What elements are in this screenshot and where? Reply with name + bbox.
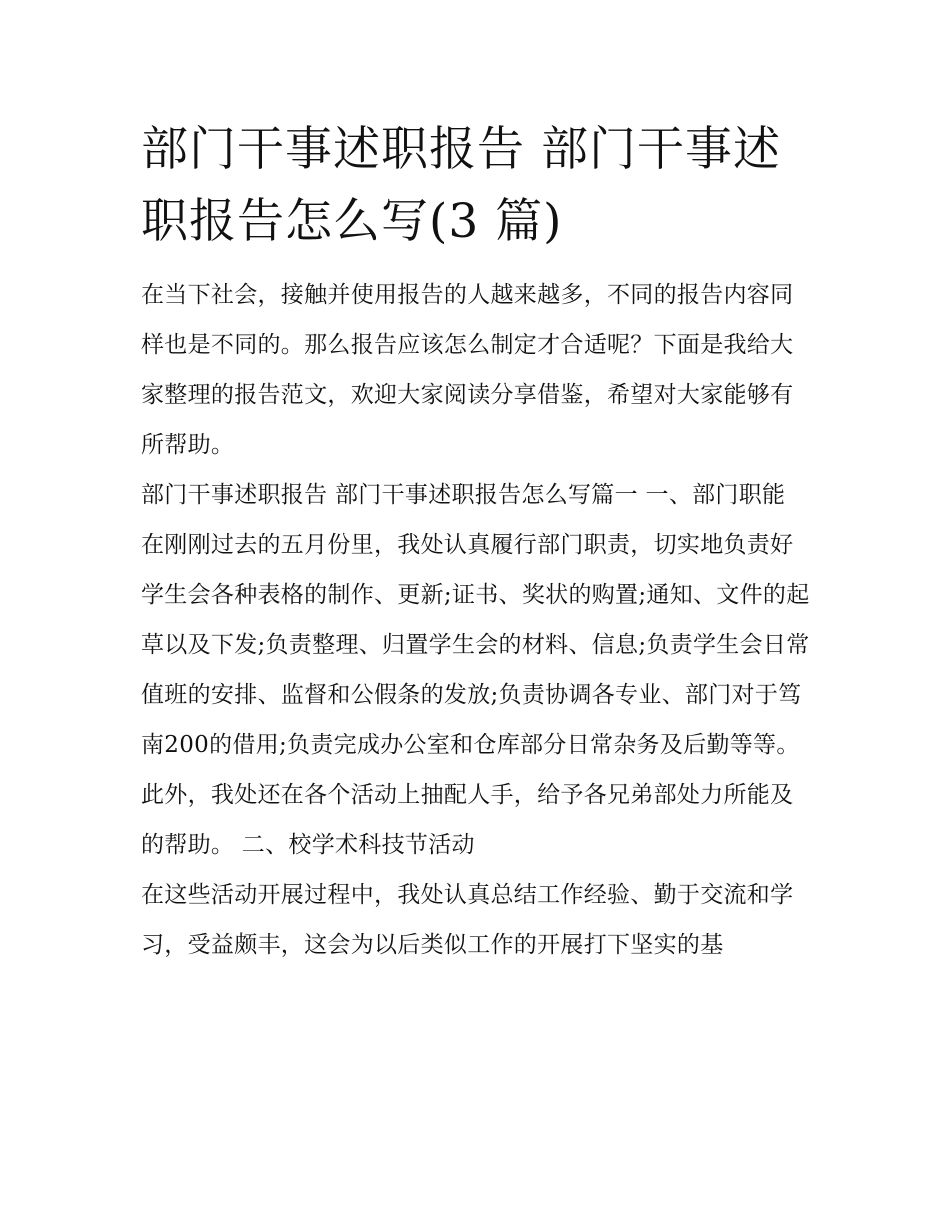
document-body xyxy=(141,114,813,970)
document-title: 部门干事述职报告 部门干事述职报告怎么写(3 篇) xyxy=(141,122,781,249)
paragraph-intro: 在当下社会，接触并使用报告的人越来越多，不同的报告内容同样也是不同的。那么报告应该怎么制定才合适呢？下面是我给大家整理的报告范文，欢迎大家阅读分享借鉴，希望对大家能够有所帮助。 xyxy=(141,282,794,458)
paragraph-summary: 在这些活动开展过程中，我处认真总结工作经验、勤于交流和学习，受益颇丰，这会为以后类似工作的开展打下坚实的基 xyxy=(141,882,794,958)
paragraph-duties: 在刚刚过去的五月份里，我处认真履行部门职责，切实地负责好学生会各种表格的制作、更新;证书、奖状的购置;通知、文件的起草以及下发;负责整理、归置学生会的材料、信息;负责学生会日常值班的安排、监督和公假条的发放;负责协调各专业、部门对于笃南200的借用;负责完成办公室和仓库部分日常杂务及后勤等等。 xyxy=(141,532,810,758)
paragraph-section-heading: 部门干事述职报告 部门干事述职报告怎么写篇一 一、部门职能 xyxy=(141,482,786,508)
paragraph-assistance: 此外，我处还在各个活动上抽配人手，给予各兄弟部处力所能及的帮助。 二、校学术科技节活动 xyxy=(141,782,794,858)
